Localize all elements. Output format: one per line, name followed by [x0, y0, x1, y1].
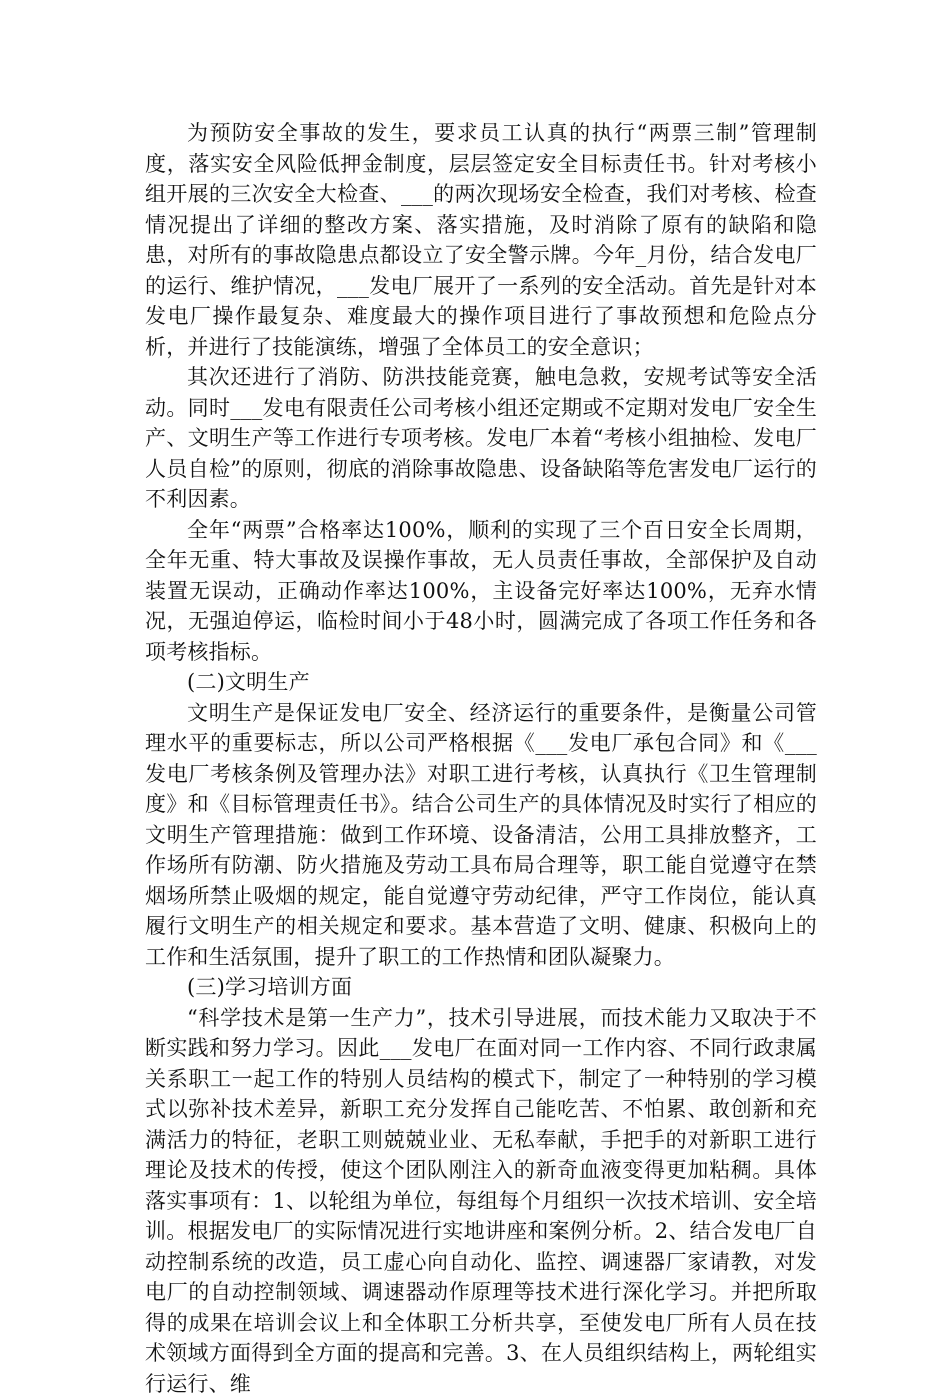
paragraph-training: “科学技术是第一生产力”，技术引导进展，而技术能力又取决于不断实践和努力学习。因此___发电厂在面对同一工作内容、不同行政隶属关系职工一起工作的特别人员结构的模式下，制定了一种特别的学习模式以弥补技术差异，新职工充分发挥自己能吃苦、不怕累、敢创新和充满活力的特征，老职工则兢兢业业、无私奉献，手把手的对新职工进行理论及技术的传授，使这个团队刚注入的新奇血液变得更加粘稠。具体落实事项有：1、以轮组为单位，每组每个月组织一次技术培训、安全培训。根据发电厂的实际情况进行实地讲座和案例分析。2、结合发电厂自动控制系统的改造，员工虚心向自动化、监控、调速器厂家请教，对发电厂的自动控制领域、调速器动作原理等技术进行深化学习。并把所取得的成果在培训会议上和全体职工分析共享，至使发电厂所有人员在技术领域方面得到全方面的提高和完善。3、在人员组织结构上，两轮组实行运行、维 [145, 1003, 817, 1399]
paragraph-safety-activities: 其次还进行了消防、防洪技能竞赛，触电急救，安规考试等安全活动。同时___发电有限责任公司考核小组还定期或不定期对发电厂安全生产、文明生产等工作进行专项考核。发电厂本着“考核小组抽检、发电厂人员自检”的原则，彻底的消除事故隐患、设备缺陷等危害发电厂运行的不利因素。 [145, 362, 817, 515]
document-body [145, 118, 817, 1399]
paragraph-safety-measures: 为预防安全事故的发生，要求员工认真的执行“两票三制”管理制度，落实安全风险低押金制度，层层签定安全目标责任书。针对考核小组开展的三次安全大检查、___的两次现场安全检查，我们对考核、检查情况提出了详细的整改方案、落实措施，及时消除了原有的缺陷和隐患，对所有的事故隐患点都设立了安全警示牌。今年_月份，结合发电厂的运行、维护情况，___发电厂展开了一系列的安全活动。首先是针对本发电厂操作最复杂、难度最大的操作项目进行了事故预想和危险点分析，并进行了技能演练，增强了全体员工的安全意识； [145, 118, 817, 362]
section-heading-civilized-production: (二)文明生产 [145, 667, 817, 698]
section-heading-training: (三)学习培训方面 [145, 972, 817, 1003]
paragraph-civilized-production: 文明生产是保证发电厂安全、经济运行的重要条件，是衡量公司管理水平的重要标志，所以公司严格根据《___发电厂承包合同》和《___发电厂考核条例及管理办法》对职工进行考核，认真执行《卫生管理制度》和《目标管理责任书》。结合公司生产的具体情况及时实行了相应的文明生产管理措施：做到工作环境、设备清洁，公用工具排放整齐，工作场所有防潮、防火措施及劳动工具布局合理等，职工能自觉遵守在禁烟场所禁止吸烟的规定，能自觉遵守劳动纪律，严守工作岗位，能认真履行文明生产的相关规定和要求。基本营造了文明、健康、积极向上的工作和生活氛围，提升了职工的工作热情和团队凝聚力。 [145, 698, 817, 973]
paragraph-annual-results: 全年“两票”合格率达100%，顺利的实现了三个百日安全长周期，全年无重、特大事故及误操作事故，无人员责任事故，全部保护及自动装置无误动，正确动作率达100%，主设备完好率达100%，无弃水情况，无强迫停运，临检时间小于48小时，圆满完成了各项工作任务和各项考核指标。 [145, 515, 817, 668]
